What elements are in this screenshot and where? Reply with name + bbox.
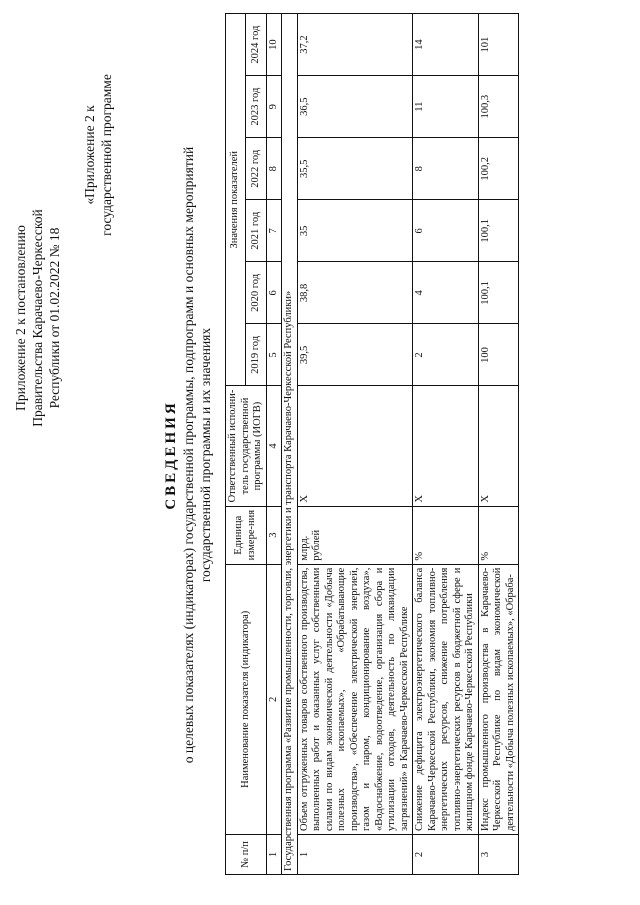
resolution-line: Приложение 2 к постановлению [13,225,28,411]
program-section-title: Государственная программа «Развитие промышленности, торговли, энергетики и транспорта Карачаево-Черкесской Республики» [282,14,298,875]
column-number: 2 [266,564,282,834]
column-number: 3 [266,506,282,564]
col-header-year: 2020 год [246,262,266,324]
column-number: 1 [266,834,282,874]
row-value: 14 [413,14,479,76]
column-number: 8 [266,138,282,200]
column-number: 4 [266,386,282,506]
row-value: 35 [297,200,413,262]
program-line: государственной программе [99,74,114,236]
row-unit: млрд. рублей [297,506,413,564]
col-header-year: 2021 год [246,200,266,262]
column-number: 6 [266,262,282,324]
title-subline: о целевых показателях (индикаторах) государственной программы, подпрограмм и основных мероприятий [181,146,196,764]
resolution-header [12,23,63,613]
indicators-table [225,13,519,875]
row-value: 11 [413,76,479,138]
row-responsible: X [478,386,519,506]
column-number: 5 [266,324,282,386]
row-num: 3 [478,834,519,874]
row-value: 35,5 [297,138,413,200]
col-header-year: 2019 год [246,324,266,386]
col-header-year: 2023 год [246,76,266,138]
title-subline: государственной программы и их значениях [198,327,213,583]
row-value: 37,2 [297,14,413,76]
title-main: СВЕДЕНИЯ [163,400,179,510]
column-number: 7 [266,200,282,262]
row-name: Снижение дефицита электроэнергетического баланса Карачаево-Черкесской Республики, экономия топливно-энергетических ресурсов, снижение потребления топливно-энергетических ресурсов в бюджетной сфере и жилищном фонде Карачаево-Черкесской Республики [413,564,479,834]
row-value: 6 [413,200,479,262]
resolution-line: Республики от 01.02.2022 № 18 [47,227,62,409]
row-name: Индекс промышленного производства в Карачаево-Черкесской Республике по видам экономической деятельности «Добыча полезных ископаемых», «Обраба- [478,564,519,834]
row-value: 100,1 [478,262,519,324]
section-row [282,14,298,875]
row-value: 8 [413,138,479,200]
table-row [478,14,519,875]
row-unit: % [478,506,519,564]
row-value: 4 [413,262,479,324]
col-header-name: Наименование показателя (индикатора) [226,564,267,834]
col-header-year: 2022 год [246,138,266,200]
table-row [413,14,479,875]
program-line: «Приложение 2 к [82,105,97,205]
row-name: Объем отгруженных товаров собственного производства, выполненных работ и оказанных услуг собственными силами по видам экономической деятельности «Добыча полезных ископаемых», «Обрабатывающие производства», «Обеспечение электрической энергией, газом и паром, кондиционирование воздуха», «Водоснабжение, водоотведение, организация сбора и утилизации отходов, деятельность по ликвидации загрязнений» в Карачаево-Черкесской Республике [297,564,413,834]
col-header-values-group: Значения показателей [226,14,246,386]
row-num: 2 [413,834,479,874]
row-value: 2 [413,324,479,386]
row-responsible: X [297,386,413,506]
col-header-unit: Единица измере-ния [226,506,267,564]
column-number: 10 [266,14,282,76]
program-appendix-header [81,15,115,295]
resolution-line: Правительства Карачаево-Черкесской [30,209,45,427]
row-value: 100,3 [478,76,519,138]
header-row [226,14,246,875]
row-num: 1 [297,834,413,874]
row-value: 38,8 [297,262,413,324]
col-header-responsible: Ответственный исполни-тель государственной программы (ИОГВ) [226,386,267,506]
column-number: 9 [266,76,282,138]
col-header-year: 2024 год [246,14,266,76]
column-number-row [266,14,282,875]
table-row [297,14,413,875]
row-value: 36,5 [297,76,413,138]
document-title [162,135,214,775]
row-value: 100,1 [478,200,519,262]
row-responsible: X [413,386,479,506]
row-value: 101 [478,14,519,76]
row-value: 39,5 [297,324,413,386]
row-value: 100,2 [478,138,519,200]
row-value: 100 [478,324,519,386]
col-header-num: № п/п [226,834,267,874]
row-unit: % [413,506,479,564]
